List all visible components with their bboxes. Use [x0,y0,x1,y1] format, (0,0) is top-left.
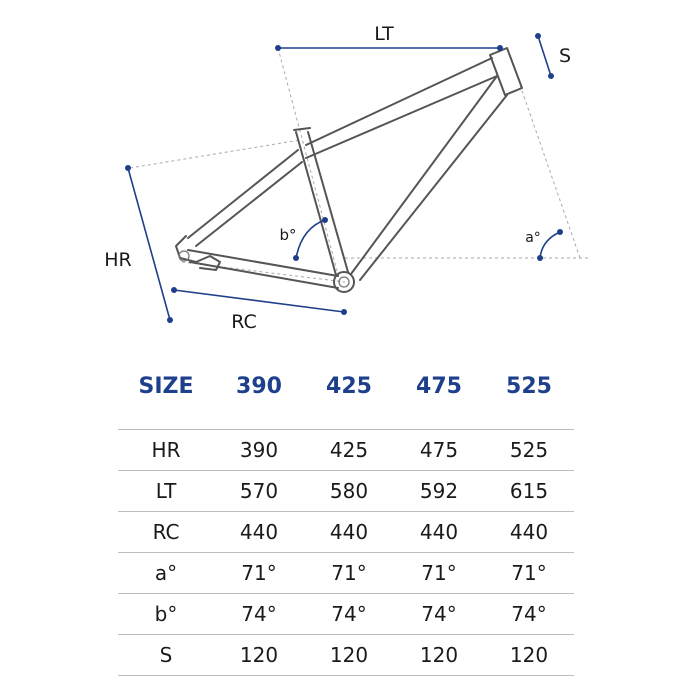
table-cell: 475 [394,430,484,471]
table-row-lt [118,471,574,512]
s-label: S [558,45,572,67]
row-label: a° [118,553,214,594]
table-cell: 71° [484,553,574,594]
rc-dimension [171,287,347,333]
size-525-header: 525 [506,373,552,399]
table-cell: 74° [484,594,574,635]
size-390-header: 390 [236,373,282,399]
table-cell: 615 [484,471,574,512]
hr-dimension [104,165,173,323]
table-cell: 71° [214,553,304,594]
table-cell: 425 [304,430,394,471]
size-475-header: 475 [416,373,462,399]
table-cell: 440 [304,512,394,553]
table-cell: 120 [484,635,574,676]
size-header-row [118,365,574,407]
geometry-table [118,365,574,676]
table-cell: 580 [304,471,394,512]
table-cell: 390 [214,430,304,471]
s-dimension [535,33,571,79]
a-angle [525,229,563,261]
hr-label: HR [104,249,132,271]
table-cell: 71° [394,553,484,594]
row-label: RC [118,512,214,553]
table-cell: 440 [484,512,574,553]
row-label: S [118,635,214,676]
table-row-hr [118,430,574,471]
frame-outline [176,48,522,292]
a-angle-label: a° [525,230,541,246]
table-cell: 120 [394,635,484,676]
b-angle-label: b° [279,226,297,244]
table-cell: 592 [394,471,484,512]
lt-dimension [275,23,503,51]
table-row-b-angle [118,594,574,635]
row-label: HR [118,430,214,471]
table-cell: 440 [214,512,304,553]
table-cell: 570 [214,471,304,512]
table-cell: 74° [304,594,394,635]
row-label: LT [118,471,214,512]
table-cell: 74° [214,594,304,635]
table-cell: 525 [484,430,574,471]
lt-label: LT [374,23,394,45]
table-cell: 74° [394,594,484,635]
table-cell: 120 [214,635,304,676]
table-cell: 120 [304,635,394,676]
size-425-header: 425 [326,373,372,399]
table-row-a-angle [118,553,574,594]
table-row-rc [118,512,574,553]
row-label: b° [118,594,214,635]
table-cell: 71° [304,553,394,594]
table-row-s [118,635,574,676]
table-cell: 440 [394,512,484,553]
bike-frame-diagram [0,0,700,340]
size-header: SIZE [138,373,194,399]
rc-label: RC [231,311,257,333]
